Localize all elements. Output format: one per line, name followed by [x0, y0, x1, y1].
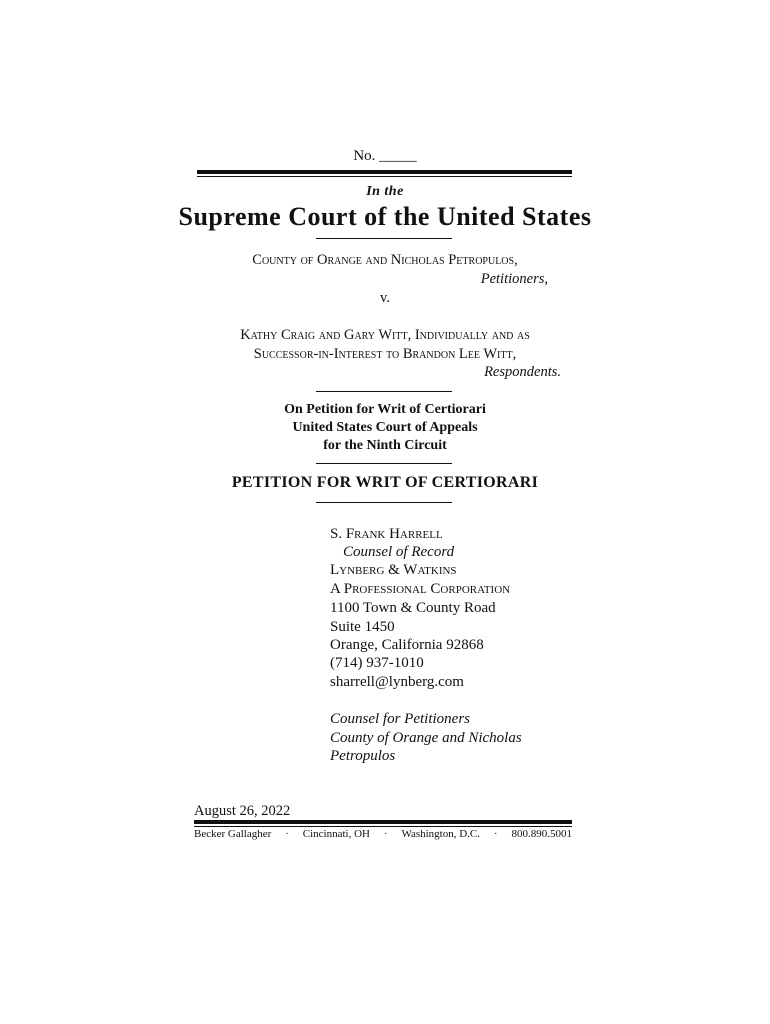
counsel-address-line3: Orange, California 92868	[330, 637, 484, 653]
versus-label: v.	[380, 290, 390, 306]
court-name-heading: Supreme Court of the United States	[178, 202, 592, 231]
court-of-appeals-line: United States Court of Appeals	[292, 420, 478, 435]
counsel-email: sharrell@lynberg.com	[330, 674, 464, 690]
section-divider	[316, 502, 452, 503]
counsel-address-line1: 1100 Town & County Road	[330, 600, 496, 616]
footer-printer: Becker Gallagher	[194, 828, 272, 840]
footer-separator: ·	[383, 828, 388, 840]
footer-phone: 800.890.5001	[511, 828, 572, 840]
footer-separator: ·	[285, 828, 289, 840]
on-petition-line: On Petition for Writ of Certiorari	[284, 402, 486, 417]
case-number: No. _____	[353, 148, 417, 164]
counsel-for-line1: Counsel for Petitioners	[330, 711, 470, 727]
counsel-role: Counsel of Record	[343, 544, 455, 560]
counsel-corporation: A Professional Corporation	[330, 581, 511, 597]
petition-title: PETITION FOR WRIT OF CERTIORARI	[231, 474, 539, 491]
respondents-names-line2: Successor-in-Interest to Brandon Lee Witt,	[253, 346, 517, 362]
bottom-thick-rule	[194, 820, 572, 824]
footer-separator: ·	[493, 828, 498, 840]
petitioners-role: Petitioners,	[480, 271, 548, 287]
filing-date: August 26, 2022	[194, 803, 291, 819]
counsel-address-line2: Suite 1450	[330, 619, 395, 635]
section-divider	[316, 391, 452, 392]
footer-city-cincinnati: Cincinnati, OH	[302, 828, 370, 840]
respondents-names-line1: Kathy Craig and Gary Witt, Individually and as	[240, 327, 530, 343]
footer-city-washington: Washington, D.C.	[401, 828, 481, 840]
section-divider	[316, 463, 452, 464]
in-the-heading: In the	[366, 184, 404, 199]
counsel-for-line2: County of Orange and Nicholas	[330, 730, 522, 746]
top-thick-rule	[197, 170, 572, 174]
counsel-name: S. Frank Harrell	[330, 526, 443, 542]
circuit-line: for the Ninth Circuit	[323, 438, 447, 453]
top-thin-rule	[197, 176, 572, 177]
bottom-thin-rule	[194, 826, 572, 827]
counsel-firm: Lynberg & Watkins	[330, 562, 457, 578]
counsel-for-line3: Petropulos	[330, 748, 396, 764]
section-divider	[316, 238, 452, 239]
petitioners-names: County of Orange and Nicholas Petropulos,	[252, 252, 518, 268]
printer-footer	[194, 828, 572, 840]
respondents-role: Respondents.	[484, 364, 561, 380]
counsel-phone: (714) 937-1010	[330, 655, 424, 671]
